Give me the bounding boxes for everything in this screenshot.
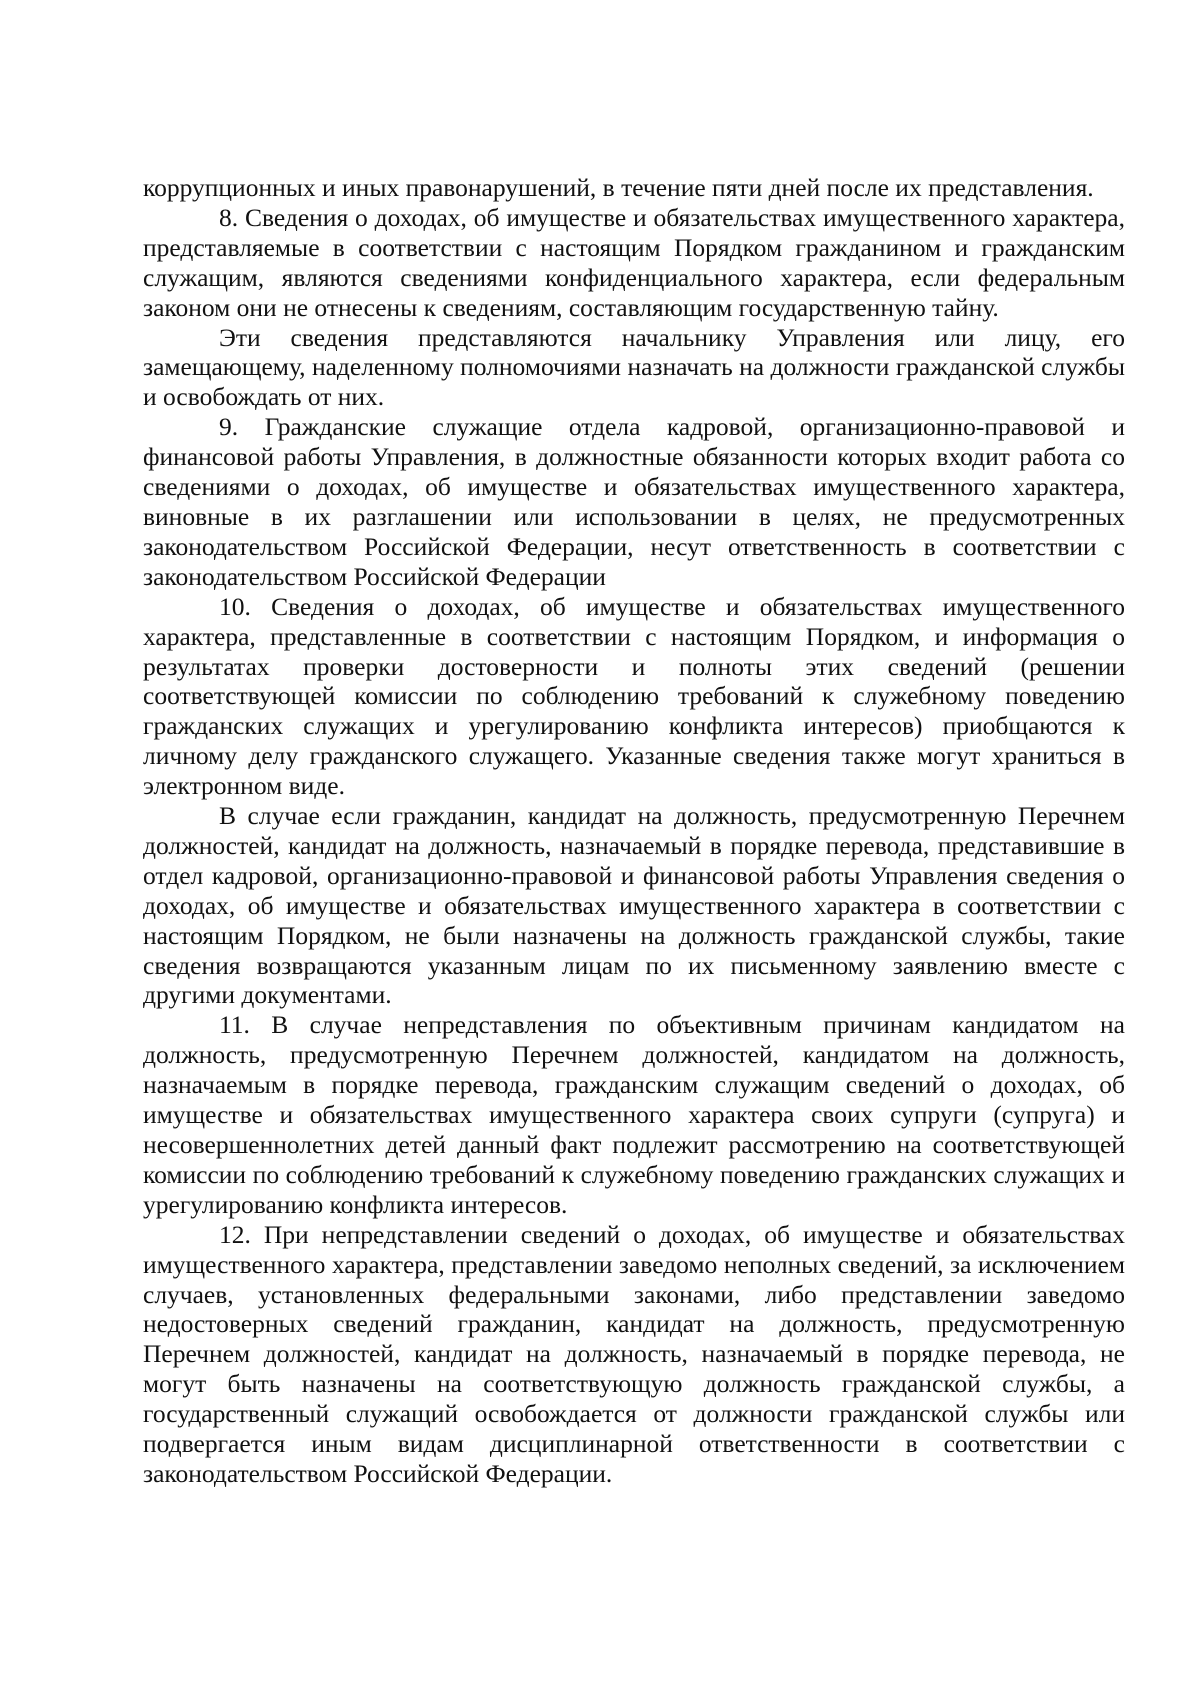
paragraph-clause-8-recipients: Эти сведения представляются начальнику Управления или лицу, его замещающему, наделенному полномочиями назначать на должности гражданской службы и освобождать от них. bbox=[143, 322, 1125, 412]
paragraph-clause-8: 8. Сведения о доходах, об имуществе и обязательствах имущественного характера, представляемые в соответствии с настоящим Порядком гражданином и гражданским служащим, являются сведениями конфиденциального характера, если федеральным законом они не отнесены к сведениям, составляющим государственную тайну. bbox=[143, 202, 1125, 322]
paragraph-clause-10: 10. Сведения о доходах, об имуществе и обязательствах имущественного характера, представленные в соответствии с настоящим Порядком, и информация о результатах проверки достоверности и полноты этих сведений (решении соответствующей комиссии по соблюдению требований к служебному поведению гражданских служащих и урегулированию конфликта интересов) приобщаются к личному делу гражданского служащего. Указанные сведения также могут храниться в электронном виде. bbox=[143, 591, 1125, 801]
paragraph-clause-9: 9. Гражданские служащие отдела кадровой, организационно-правовой и финансовой работы Управления, в должностные обязанности которых входит работа со сведениями о доходах, об имуществе и обязательствах имущественного характера, виновные в их разглашении или использовании в целях, не предусмотренных законодательством Российской Федерации, несут ответственность в соответствии с законодательством Российской Федерации bbox=[143, 412, 1125, 591]
document-page bbox=[143, 173, 1125, 1489]
paragraph-clause-12: 12. При непредставлении сведений о доходах, об имуществе и обязательствах имущественного характера, представлении заведомо неполных сведений, за исключением случаев, установленных федеральными законами, либо представлении заведомо недостоверных сведений гражданин, кандидат на должность, предусмотренную Перечнем должностей, кандидат на должность, назначаемый в порядке перевода, не могут быть назначены на соответствующую должность гражданской службы, а государственный служащий освобождается от должности гражданской службы или подвергается иным видам дисциплинарной ответственности в соответствии с законодательством Российской Федерации. bbox=[143, 1219, 1125, 1488]
paragraph-clause-11: 11. В случае непредставления по объективным причинам кандидатом на должность, предусмотренную Перечнем должностей, кандидатом на должность, назначаемым в порядке перевода, гражданским служащим сведений о доходах, об имуществе и обязательствах имущественного характера своих супруги (супруга) и несовершеннолетних детей данный факт подлежит рассмотрению на соответствующей комиссии по соблюдению требований к служебному поведению гражданских служащих и урегулированию конфликта интересов. bbox=[143, 1010, 1125, 1219]
paragraph-continuation: коррупционных и иных правонарушений, в течение пяти дней после их представления. bbox=[143, 173, 1094, 202]
paragraph-clause-10-return: В случае если гражданин, кандидат на должность, предусмотренную Перечнем должностей, кандидат на должность, назначаемый в порядке перевода, представившие в отдел кадровой, организационно-правовой и финансовой работы Управления сведения о доходах, об имуществе и обязательствах имущественного характера в соответствии с настоящим Порядком, не были назначены на должность гражданской службы, такие сведения возвращаются указанным лицам по их письменному заявлению вместе с другими документами. bbox=[143, 801, 1125, 1010]
